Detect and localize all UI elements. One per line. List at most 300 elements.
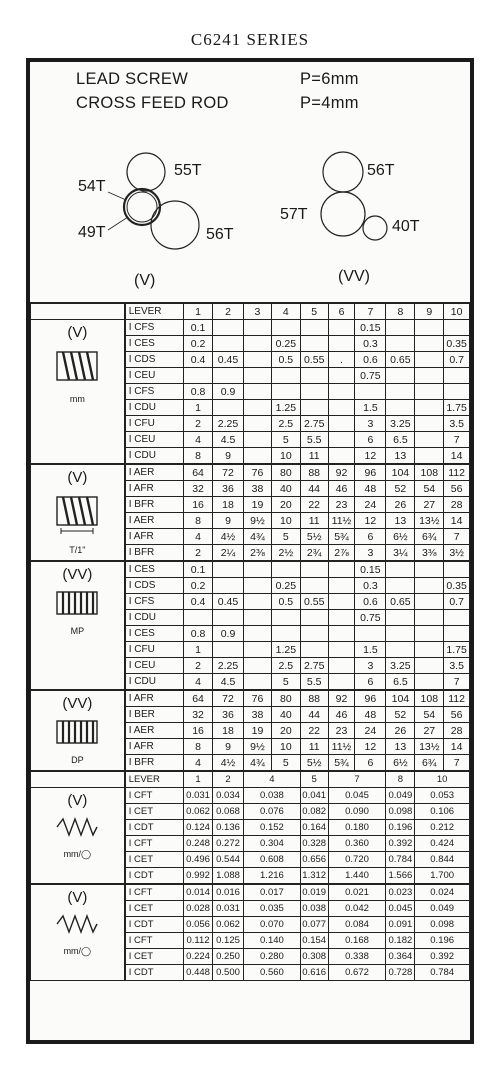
value-cell: 0.65 xyxy=(386,352,415,368)
value-cell: 108 xyxy=(415,464,444,481)
value-cell xyxy=(444,320,470,336)
chart-header xyxy=(30,62,470,302)
value-cell xyxy=(415,610,444,626)
value-cell: 1.5 xyxy=(355,642,386,658)
row-code: I CEU xyxy=(125,432,184,448)
value-cell xyxy=(213,642,244,658)
threading-chart-plate xyxy=(26,58,474,1044)
value-cell xyxy=(244,384,272,400)
value-cell: 0.035 xyxy=(244,901,301,917)
value-cell: 19 xyxy=(244,723,272,739)
value-cell: 0.125 xyxy=(213,933,244,949)
value-cell: 46 xyxy=(328,707,355,723)
value-cell: 0.338 xyxy=(328,949,386,965)
value-cell xyxy=(271,626,300,642)
section-label: (VV) xyxy=(62,695,93,712)
value-cell: 18 xyxy=(213,497,244,513)
value-cell: 5 xyxy=(271,529,300,545)
value-cell xyxy=(271,384,300,400)
gear-54t-circle xyxy=(124,189,160,225)
value-cell: 0.168 xyxy=(328,933,386,949)
value-cell: 0.45 xyxy=(213,594,244,610)
lever-number: 1 xyxy=(184,771,213,788)
value-cell xyxy=(184,610,213,626)
value-cell: 0.45 xyxy=(213,352,244,368)
value-cell: 0.224 xyxy=(184,949,213,965)
lever-number: 2 xyxy=(213,771,244,788)
value-cell: 11 xyxy=(300,739,328,755)
gear-label-40t: 40T xyxy=(392,218,420,235)
value-cell: 6 xyxy=(355,529,386,545)
value-cell: 20 xyxy=(271,723,300,739)
value-cell: 11 xyxy=(300,513,328,529)
value-cell: 108 xyxy=(415,690,444,707)
value-cell: 0.049 xyxy=(415,901,470,917)
table-row xyxy=(31,561,470,578)
value-cell: 54 xyxy=(415,481,444,497)
table-row xyxy=(31,788,470,804)
value-cell xyxy=(184,368,213,384)
value-cell: . xyxy=(328,352,355,368)
row-code: I CDS xyxy=(125,578,184,594)
value-cell: 1.75 xyxy=(444,400,470,416)
section-label-cell xyxy=(31,884,125,981)
value-cell xyxy=(328,368,355,384)
row-code: I CEU xyxy=(125,368,184,384)
value-cell: 36 xyxy=(213,481,244,497)
section-label-cell xyxy=(31,690,125,771)
row-code: I CET xyxy=(125,949,184,965)
v-train-label: (V) xyxy=(134,272,156,289)
value-cell: 0.35 xyxy=(444,336,470,352)
value-cell: 56 xyxy=(444,481,470,497)
value-cell: 0.424 xyxy=(415,836,470,852)
value-cell xyxy=(415,400,444,416)
value-cell: 27 xyxy=(415,497,444,513)
value-cell: 3.25 xyxy=(386,658,415,674)
value-cell: 16 xyxy=(184,723,213,739)
value-cell xyxy=(328,610,355,626)
value-cell: 0.098 xyxy=(386,804,415,820)
value-cell: 4¾ xyxy=(244,755,272,772)
value-cell: 0.034 xyxy=(213,788,244,804)
value-cell xyxy=(386,400,415,416)
value-cell: 0.182 xyxy=(386,933,415,949)
value-cell: 0.392 xyxy=(386,836,415,852)
value-cell: 5½ xyxy=(300,529,328,545)
value-cell: 0.154 xyxy=(300,933,328,949)
value-cell: 0.5 xyxy=(271,594,300,610)
lever-number: 8 xyxy=(386,771,415,788)
section-label-cell xyxy=(31,561,125,690)
value-cell: 6 xyxy=(355,432,386,448)
value-cell: 48 xyxy=(355,707,386,723)
value-cell xyxy=(300,626,328,642)
row-code: I BER xyxy=(125,707,184,723)
lever-number: 5 xyxy=(300,303,328,320)
value-cell xyxy=(300,368,328,384)
value-cell xyxy=(386,368,415,384)
value-cell: 54 xyxy=(415,707,444,723)
row-code: I CET xyxy=(125,852,184,868)
value-cell: 26 xyxy=(386,723,415,739)
value-cell xyxy=(386,384,415,400)
value-cell: 0.560 xyxy=(244,965,301,981)
value-cell: 5 xyxy=(271,432,300,448)
gear-label-56t: 56T xyxy=(206,226,234,243)
row-code: I CFT xyxy=(125,836,184,852)
row-code: I CDT xyxy=(125,820,184,836)
value-cell: 28 xyxy=(444,723,470,739)
value-cell: 0.6 xyxy=(355,352,386,368)
row-code: I BFR xyxy=(125,755,184,772)
value-cell xyxy=(300,320,328,336)
row-code: I AFR xyxy=(125,529,184,545)
lead-screw-pitch: P=6mm xyxy=(300,70,359,88)
value-cell: 13½ xyxy=(415,513,444,529)
value-cell: 16 xyxy=(184,497,213,513)
value-cell: 0.212 xyxy=(415,820,470,836)
value-cell xyxy=(271,368,300,384)
value-cell: 1.216 xyxy=(244,868,301,885)
value-cell xyxy=(244,416,272,432)
section-label: (V) xyxy=(67,324,88,341)
value-cell: 3⅜ xyxy=(415,545,444,562)
lead-screw-label: LEAD SCREW xyxy=(76,70,189,88)
value-cell: 0.55 xyxy=(300,352,328,368)
value-cell: 0.023 xyxy=(386,884,415,901)
value-cell xyxy=(415,416,444,432)
value-cell: 0.8 xyxy=(184,626,213,642)
value-cell: 2.5 xyxy=(271,658,300,674)
value-cell: 72 xyxy=(213,464,244,481)
value-cell: 4 xyxy=(184,529,213,545)
value-cell xyxy=(213,561,244,578)
value-cell: 0.017 xyxy=(244,884,301,901)
value-cell: 2.5 xyxy=(271,416,300,432)
value-cell: 64 xyxy=(184,464,213,481)
value-cell: 0.360 xyxy=(328,836,386,852)
cross-feed-pitch: P=4mm xyxy=(300,94,359,112)
value-cell: 0.7 xyxy=(444,352,470,368)
value-cell: 76 xyxy=(244,464,272,481)
gear-label-54t: 54T xyxy=(78,178,106,195)
row-code: I CET xyxy=(125,804,184,820)
value-cell xyxy=(328,594,355,610)
value-cell: 10 xyxy=(271,513,300,529)
value-cell xyxy=(271,561,300,578)
value-cell: 0.992 xyxy=(184,868,213,885)
value-cell xyxy=(244,336,272,352)
value-cell xyxy=(386,626,415,642)
value-cell: 1.5 xyxy=(355,400,386,416)
lever-number: 10 xyxy=(444,303,470,320)
value-cell: 1.566 xyxy=(386,868,415,885)
value-cell: 20 xyxy=(271,497,300,513)
value-cell: 0.608 xyxy=(244,852,301,868)
value-cell: 2⅜ xyxy=(244,545,272,562)
value-cell xyxy=(213,400,244,416)
gear-56t-circle xyxy=(151,201,199,249)
value-cell xyxy=(328,320,355,336)
value-cell: 92 xyxy=(328,690,355,707)
value-cell: 0.616 xyxy=(300,965,328,981)
row-code: I CFU xyxy=(125,416,184,432)
value-cell: 13 xyxy=(386,739,415,755)
value-cell: 6¾ xyxy=(415,755,444,772)
value-cell: 0.6 xyxy=(355,594,386,610)
value-cell xyxy=(328,384,355,400)
value-cell: 11 xyxy=(300,448,328,465)
value-cell: 80 xyxy=(271,690,300,707)
value-cell: 0.8 xyxy=(184,384,213,400)
value-cell: 8 xyxy=(184,739,213,755)
value-cell: 7 xyxy=(444,432,470,448)
value-cell: 9 xyxy=(213,513,244,529)
value-cell: 0.098 xyxy=(415,917,470,933)
value-cell xyxy=(328,561,355,578)
value-cell: 0.280 xyxy=(244,949,301,965)
value-cell: 40 xyxy=(271,481,300,497)
lever-number: 3 xyxy=(244,303,272,320)
row-code: I CDT xyxy=(125,868,184,885)
value-cell: 0.304 xyxy=(244,836,301,852)
value-cell: 0.4 xyxy=(184,594,213,610)
value-cell: 10 xyxy=(271,739,300,755)
value-cell: 1.25 xyxy=(271,642,300,658)
value-cell: 38 xyxy=(244,707,272,723)
value-cell xyxy=(300,561,328,578)
row-code: I CDT xyxy=(125,965,184,981)
value-cell xyxy=(328,658,355,674)
lever-number: 5 xyxy=(300,771,328,788)
value-cell xyxy=(300,400,328,416)
value-cell xyxy=(415,561,444,578)
lever-header-row xyxy=(31,303,470,320)
value-cell xyxy=(328,578,355,594)
thread-profile-icon xyxy=(31,911,124,942)
value-cell xyxy=(386,561,415,578)
value-cell: 0.140 xyxy=(244,933,301,949)
lever-number: 6 xyxy=(328,303,355,320)
value-cell xyxy=(328,448,355,465)
value-cell xyxy=(271,610,300,626)
value-cell xyxy=(244,674,272,691)
value-cell: 72 xyxy=(213,690,244,707)
value-cell: 0.720 xyxy=(328,852,386,868)
value-cell: 3.5 xyxy=(444,658,470,674)
value-cell: 32 xyxy=(184,707,213,723)
value-cell: 10 xyxy=(271,448,300,465)
value-cell: 52 xyxy=(386,707,415,723)
value-cell xyxy=(300,610,328,626)
value-cell: 3.5 xyxy=(444,416,470,432)
value-cell: 0.045 xyxy=(328,788,386,804)
value-cell: 0.014 xyxy=(184,884,213,901)
value-cell: 4 xyxy=(184,755,213,772)
lever-label: LEVER xyxy=(125,771,184,788)
value-cell: 26 xyxy=(386,497,415,513)
value-cell xyxy=(386,320,415,336)
thread-profile-icon xyxy=(31,491,124,541)
value-cell: 0.500 xyxy=(213,965,244,981)
value-cell: 5.5 xyxy=(300,432,328,448)
value-cell xyxy=(244,658,272,674)
row-code: I AER xyxy=(125,723,184,739)
value-cell: 0.042 xyxy=(328,901,386,917)
value-cell: 0.076 xyxy=(244,804,301,820)
value-cell: 6¾ xyxy=(415,529,444,545)
value-cell: 6 xyxy=(355,755,386,772)
value-cell xyxy=(444,384,470,400)
value-cell: 0.7 xyxy=(444,594,470,610)
value-cell: 44 xyxy=(300,707,328,723)
table-row xyxy=(31,320,470,336)
value-cell: 0.077 xyxy=(300,917,328,933)
value-cell xyxy=(415,658,444,674)
cross-feed-label: CROSS FEED ROD xyxy=(76,94,229,112)
value-cell xyxy=(244,352,272,368)
value-cell: 2 xyxy=(184,416,213,432)
value-cell: 4¾ xyxy=(244,529,272,545)
value-cell: 0.196 xyxy=(386,820,415,836)
value-cell: 6½ xyxy=(386,529,415,545)
value-cell: 80 xyxy=(271,464,300,481)
lever-number: 10 xyxy=(415,771,470,788)
value-cell: 5½ xyxy=(300,755,328,772)
row-code: I CFS xyxy=(125,320,184,336)
lever-header-row xyxy=(31,771,470,788)
value-cell: 0.250 xyxy=(213,949,244,965)
value-cell: 23 xyxy=(328,497,355,513)
table-row xyxy=(31,464,470,481)
section-caption: DP xyxy=(71,755,84,765)
value-cell: 1.312 xyxy=(300,868,328,885)
row-code: I CES xyxy=(125,336,184,352)
value-cell: 0.2 xyxy=(184,578,213,594)
value-cell: 0.164 xyxy=(300,820,328,836)
value-cell: 1.75 xyxy=(444,642,470,658)
value-cell xyxy=(244,642,272,658)
value-cell xyxy=(415,384,444,400)
value-cell: 0.672 xyxy=(328,965,386,981)
value-cell: 12 xyxy=(355,739,386,755)
value-cell: 0.021 xyxy=(328,884,386,901)
value-cell: 112 xyxy=(444,464,470,481)
value-cell: 5¾ xyxy=(328,755,355,772)
value-cell: 0.25 xyxy=(271,336,300,352)
value-cell: 0.844 xyxy=(415,852,470,868)
value-cell: 27 xyxy=(415,723,444,739)
thread-profile-icon xyxy=(31,814,124,845)
value-cell: 0.364 xyxy=(386,949,415,965)
value-cell: 0.152 xyxy=(244,820,301,836)
value-cell: 0.784 xyxy=(386,852,415,868)
value-cell xyxy=(415,626,444,642)
lever-number: 9 xyxy=(415,303,444,320)
value-cell xyxy=(300,336,328,352)
value-cell xyxy=(244,626,272,642)
value-cell: 0.328 xyxy=(300,836,328,852)
value-cell: 0.062 xyxy=(184,804,213,820)
value-cell: 13½ xyxy=(415,739,444,755)
value-cell: 8 xyxy=(184,448,213,465)
value-cell: 4 xyxy=(184,674,213,691)
value-cell: 0.15 xyxy=(355,320,386,336)
value-cell: 2½ xyxy=(271,545,300,562)
gear-label-49t: 49T xyxy=(78,224,106,241)
value-cell: 1.088 xyxy=(213,868,244,885)
value-cell xyxy=(444,610,470,626)
value-cell: 36 xyxy=(213,707,244,723)
value-cell: 0.65 xyxy=(386,594,415,610)
value-cell: 0.9 xyxy=(213,384,244,400)
gear-56t-vv-circle xyxy=(323,152,363,192)
value-cell: 0.1 xyxy=(184,320,213,336)
value-cell: 22 xyxy=(300,723,328,739)
value-cell: 0.15 xyxy=(355,561,386,578)
value-cell: 0.55 xyxy=(300,594,328,610)
value-cell xyxy=(328,400,355,416)
value-cell: 46 xyxy=(328,481,355,497)
value-cell xyxy=(386,610,415,626)
gear-57t-circle xyxy=(321,192,365,236)
value-cell: 5.5 xyxy=(300,674,328,691)
value-cell: 1 xyxy=(184,400,213,416)
value-cell: 0.75 xyxy=(355,610,386,626)
lever-number: 7 xyxy=(355,303,386,320)
section-caption: mm/◯ xyxy=(63,946,92,956)
value-cell: 4 xyxy=(184,432,213,448)
value-cell: 7 xyxy=(444,755,470,772)
row-code: I AFR xyxy=(125,690,184,707)
value-cell: 0.084 xyxy=(328,917,386,933)
value-cell: 3½ xyxy=(444,545,470,562)
value-cell: 2.75 xyxy=(300,658,328,674)
value-cell: 18 xyxy=(213,723,244,739)
value-cell: 0.041 xyxy=(300,788,328,804)
lever-number: 2 xyxy=(213,303,244,320)
value-cell: 0.090 xyxy=(328,804,386,820)
value-cell: 19 xyxy=(244,497,272,513)
value-cell: 0.9 xyxy=(213,626,244,642)
value-cell: 12 xyxy=(355,448,386,465)
row-code: I CDU xyxy=(125,610,184,626)
value-cell: 9 xyxy=(213,739,244,755)
value-cell: 1 xyxy=(184,642,213,658)
section-caption: T/1" xyxy=(69,545,86,555)
value-cell: 28 xyxy=(444,497,470,513)
row-code: I CEU xyxy=(125,658,184,674)
value-cell: 0.728 xyxy=(386,965,415,981)
value-cell: 4½ xyxy=(213,529,244,545)
value-cell: 22 xyxy=(300,497,328,513)
value-cell: 11½ xyxy=(328,513,355,529)
value-cell xyxy=(244,400,272,416)
value-cell: 88 xyxy=(300,464,328,481)
value-cell: 0.392 xyxy=(415,949,470,965)
value-cell xyxy=(415,594,444,610)
section-label: (V) xyxy=(67,889,88,906)
value-cell: 0.068 xyxy=(213,804,244,820)
value-cell: 0.496 xyxy=(184,852,213,868)
value-cell xyxy=(328,674,355,691)
value-cell: 6½ xyxy=(386,755,415,772)
value-cell: 0.049 xyxy=(386,788,415,804)
value-cell: 0.136 xyxy=(213,820,244,836)
row-code: I CFS xyxy=(125,384,184,400)
value-cell xyxy=(444,626,470,642)
